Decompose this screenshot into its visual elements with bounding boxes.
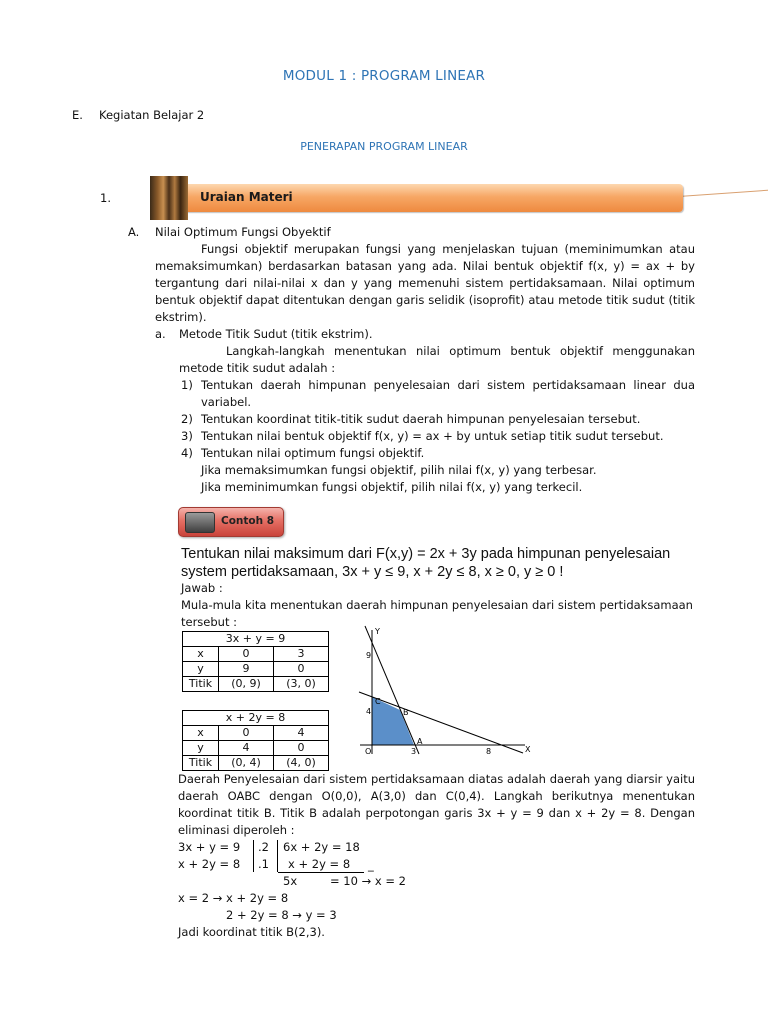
elim-res2: x + 2y = 8 — [288, 857, 351, 871]
answer-intro-line: tersebut : — [181, 615, 238, 629]
conclusion: Jadi koordinat titik B(2,3). — [178, 925, 325, 939]
point-c-label: C — [375, 697, 381, 706]
feasible-region-graph — [355, 624, 535, 760]
table-cell: x — [183, 647, 219, 662]
part-a-para-line: ekstrim). — [155, 310, 207, 324]
point-a-label: A — [417, 737, 423, 746]
tick-label-y4: 4 — [366, 707, 372, 716]
table-cell: (0, 9) — [219, 677, 274, 692]
table-x-plus-2y — [182, 710, 329, 771]
elim-eq1: 3x + y = 9 — [178, 840, 241, 854]
table-cell: (4, 0) — [274, 756, 329, 771]
table-cell: 9 — [219, 662, 274, 677]
step-number: 3) — [181, 429, 193, 443]
elim-eq2: x + 2y = 8 — [178, 857, 241, 871]
step-text: Tentukan daerah himpunan penyelesaian dari sistem pertidaksamaan linear dua — [201, 378, 695, 392]
example-badge — [178, 507, 284, 537]
tick-label-x3: 3 — [411, 747, 417, 756]
problem-line: system pertidaksamaan, 3x + y ≤ 9, x + 2y ≤ 8, x ≥ 0, y ≥ 0 ! — [181, 564, 564, 580]
step-text: Jika meminimumkan fungsi objektif, pilih nilai f(x, y) yang terkecil. — [201, 480, 583, 494]
table-cell: 4 — [274, 726, 329, 741]
elim-sum-left: 5x — [283, 874, 298, 888]
item-number: 1. — [100, 191, 111, 205]
step-text: variabel. — [201, 395, 252, 409]
elim-divider — [253, 840, 254, 872]
step-text: Tentukan nilai bentuk objektif f(x, y) = ax + by untuk setiap titik sudut tersebut. — [201, 429, 664, 443]
banner-label: Uraian Materi — [200, 190, 293, 204]
explain-line: Daerah Penyelesaian dari sistem pertidaksamaan diatas adalah daerah yang diarsir yaitu — [178, 772, 695, 786]
table-cell: 3 — [274, 647, 329, 662]
example-icon — [185, 512, 215, 533]
problem-line: Tentukan nilai maksimum dari F(x,y) = 2x + 3y pada himpunan penyelesaian — [181, 546, 671, 562]
table-cell: 0 — [219, 726, 274, 741]
table-title: x + 2y = 8 — [183, 711, 329, 726]
table-cell: (0, 4) — [219, 756, 274, 771]
elim-res1: 6x + 2y = 18 — [283, 840, 360, 854]
table-cell: 0 — [219, 647, 274, 662]
example-badge-label: Contoh 8 — [221, 515, 275, 527]
answer-label: Jawab : — [181, 581, 223, 595]
axis-x-label: X — [525, 745, 531, 754]
table-3x-plus-y — [182, 631, 329, 692]
step-number: 2) — [181, 412, 193, 426]
table-cell: 0 — [274, 662, 329, 677]
explain-line: daerah OABC dengan O(0,0), A(3,0) dan C(0,4). Langkah berikutnya menentukan — [178, 789, 695, 803]
table-cell: (3, 0) — [274, 677, 329, 692]
step-number: 1) — [181, 378, 193, 392]
part-a-para-line: bentuk objektif dapat ditentukan dengan garis selidik (isoprofit) atau metode titik sudut (titik — [155, 293, 695, 307]
section-letter: E. — [72, 108, 83, 122]
uraian-materi-banner — [150, 184, 683, 212]
elim-sum-right: = 10 → x = 2 — [330, 874, 406, 888]
table-cell: y — [183, 741, 219, 756]
explain-line: koordinat titik B. Titik B adalah perpotongan garis 3x + y = 9 dan x + 2y = 8. Dengan — [178, 806, 695, 820]
module-title: MODUL 1 : PROGRAM LINEAR — [282, 68, 486, 84]
table-cell: y — [183, 662, 219, 677]
part-a-para-line: memaksimumkan) berdasarkan batasan yang ada. Nilai bentuk objektif f(x, y) = ax + by — [155, 259, 695, 273]
explain-line: eliminasi diperoleh : — [178, 823, 295, 837]
step-number: 4) — [181, 446, 193, 460]
part-a-heading: Nilai Optimum Fungsi Obyektif — [155, 225, 331, 239]
step-text: Jika memaksimumkan fungsi objektif, pilih nilai f(x, y) yang terbesar. — [201, 463, 597, 477]
part-a-letter: A. — [128, 225, 140, 239]
table-title: 3x + y = 9 — [183, 632, 329, 647]
step-text: Tentukan koordinat titik-titik sudut daerah himpunan penyelesaian tersebut. — [201, 412, 641, 426]
part-a-para-line: Fungsi objektif merupakan fungsi yang menjelaskan tujuan (meminimumkan atau — [201, 242, 695, 256]
method-intro-line: metode titik sudut adalah : — [179, 361, 336, 375]
answer-intro-line: Mula-mula kita menentukan daerah himpunan penyelesaian dari sistem pertidaksamaan — [181, 598, 693, 612]
table-cell: Titik — [183, 677, 219, 692]
substitution-line: 2 + 2y = 8 → y = 3 — [226, 908, 337, 922]
table-cell: 4 — [219, 741, 274, 756]
substitution-line: x = 2 → x + 2y = 8 — [178, 891, 289, 905]
section-subtitle: PENERAPAN PROGRAM LINEAR — [300, 140, 468, 153]
method-letter: a. — [155, 327, 166, 341]
elim-mul2: .1 — [258, 857, 269, 871]
tick-label-x8: 8 — [486, 747, 492, 756]
table-cell: x — [183, 726, 219, 741]
section-label: Kegiatan Belajar 2 — [99, 108, 205, 122]
point-b-label: B — [403, 708, 409, 717]
elim-mul1: .2 — [258, 840, 269, 854]
elim-minus: _ — [368, 858, 374, 872]
banner-photo-icon — [150, 176, 188, 220]
tick-label-y9: 9 — [366, 651, 372, 660]
step-text: Tentukan nilai optimum fungsi objektif. — [201, 446, 425, 460]
table-cell: Titik — [183, 756, 219, 771]
axis-y-label: Y — [375, 627, 380, 636]
method-heading: Metode Titik Sudut (titik ekstrim). — [179, 327, 373, 341]
elim-divider — [277, 840, 278, 872]
table-cell: 0 — [274, 741, 329, 756]
part-a-para-line: tergantung dari nilai-nilai x dan y yang memenuhi sistem pertidaksamaan. Nilai optimum — [155, 276, 695, 290]
method-intro-line: Langkah-langkah menentukan nilai optimum bentuk objektif menggunakan — [226, 344, 695, 358]
origin-label: O — [365, 747, 372, 756]
